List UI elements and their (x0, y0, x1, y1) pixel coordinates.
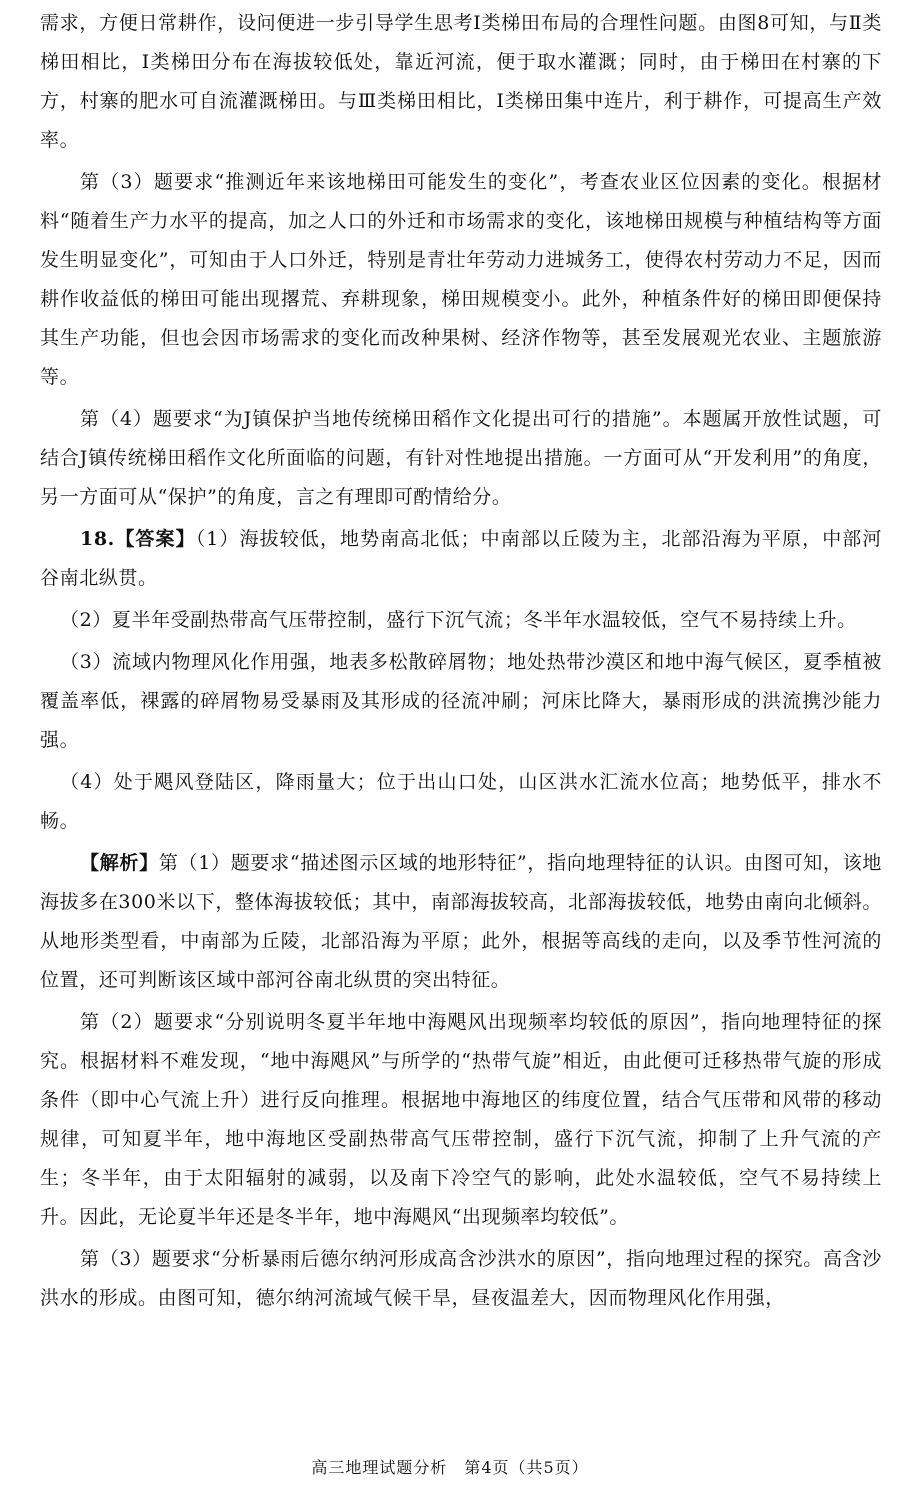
answer-18-part-2 (40, 601, 882, 640)
answer-18-part-4 (40, 763, 882, 841)
paragraph-3 (40, 400, 882, 517)
page-footer: 高三地理试题分析 第4页（共5页） (311, 1458, 589, 1477)
document-body (40, 4, 882, 1321)
paragraph-text: 第（3）题要求“分析暴雨后德尔纳河形成高含沙洪水的原因”，指向地理过程的探究。高含沙洪水的形成。由图可知，德尔纳河流域气候干旱，昼夜温差大，因而物理风化作用强， (40, 1248, 882, 1309)
paragraph-text: 第（2）题要求“分别说明冬夏半年地中海飓风出现频率均较低的原因”，指向地理特征的探究。根据材料不难发现，“地中海飓风”与所学的“热带气旋”相近，由此便可迁移热带气旋的形成条件（即中心气流上升）进行反向推理。根据地中海地区的纬度位置，结合气压带和风带的移动规律，可知夏半年，地中海地区受副热带高气压带控制，盛行下沉气流，抑制了上升气流的产生；冬半年，由于太阳辐射的减弱，以及南下冷空气的影响，此处水温较低，空气不易持续上升。因此，无论夏半年还是冬半年，地中海飓风“出现频率均较低”。 (40, 1011, 882, 1228)
answer-18-part-1 (40, 520, 882, 598)
paragraph-text: （2）夏半年受副热带高气压带控制，盛行下沉气流；冬半年水温较低，空气不易持续上升。 (60, 609, 857, 631)
analysis-part-3 (40, 1240, 882, 1318)
paragraph-text: （3）流域内物理风化作用强，地表多松散碎屑物；地处热带沙漠区和地中海气候区，夏季植被覆盖率低，裸露的碎屑物易受暴雨及其形成的径流冲刷；河床比降大，暴雨形成的洪流携沙能力强。 (40, 651, 882, 751)
paragraph-text: 第（1）题要求“描述图示区域的地形特征”，指向地理特征的认识。由图可知，该地海拔多在300米以下，整体海拔较低；其中，南部海拔较高，北部海拔较低，地势由南向北倾斜。从地形类型看，中南部为丘陵，北部沿海为平原；此外，根据等高线的走向，以及季节性河流的位置，还可判断该区域中部河谷南北纵贯的突出特征。 (40, 852, 882, 991)
paragraph-text: 第（3）题要求“推测近年来该地梯田可能发生的变化”，考查农业区位因素的变化。根据材料“随着生产力水平的提高，加之人口的外迁和市场需求的变化，该地梯田规模与种植结构等方面发生明显变化”，可知由于人口外迁，特别是青壮年劳动力进城务工，使得农村劳动力不足，因而耕作收益低的梯田可能出现撂荒、弃耕现象，梯田规模变小。此外，种植条件好的梯田即便保持其生产功能，但也会因市场需求的变化而改种果树、经济作物等，甚至发展观光农业、主题旅游等。 (40, 171, 882, 388)
paragraph-text: （1）海拔较低，地势南高北低；中南部以丘陵为主，北部沿海为平原，中部河谷南北纵贯。 (40, 528, 882, 589)
analysis-part-2 (40, 1003, 882, 1237)
paragraph-text: 第（4）题要求“为J镇保护当地传统梯田稻作文化提出可行的措施”。本题属开放性试题，可结合J镇传统梯田稻作文化所面临的问题，有针对性地提出措施。一方面可从“开发利用”的角度，另一方面可从“保护”的角度，言之有理即可酌情给分。 (40, 408, 882, 508)
answer-label: 18.【答案】 (80, 528, 196, 550)
analysis-part-1 (40, 844, 882, 1000)
answer-18-part-3 (40, 643, 882, 760)
analysis-label: 【解析】 (80, 852, 159, 874)
paragraph-text: 需求，方便日常耕作，设问便进一步引导学生思考Ⅰ类梯田布局的合理性问题。由图8可知，与Ⅱ类梯田相比，Ⅰ类梯田分布在海拔较低处，靠近河流，便于取水灌溉；同时，由于梯田在村寨的下方，村寨的肥水可自流灌溉梯田。与Ⅲ类梯田相比，Ⅰ类梯田集中连片，利于耕作，可提高生产效率。 (40, 12, 882, 151)
paragraph-2 (40, 163, 882, 397)
paragraph-1 (40, 4, 882, 160)
paragraph-text: （4）处于飓风登陆区，降雨量大；位于出山口处，山区洪水汇流水位高；地势低平，排水不畅。 (40, 771, 882, 832)
